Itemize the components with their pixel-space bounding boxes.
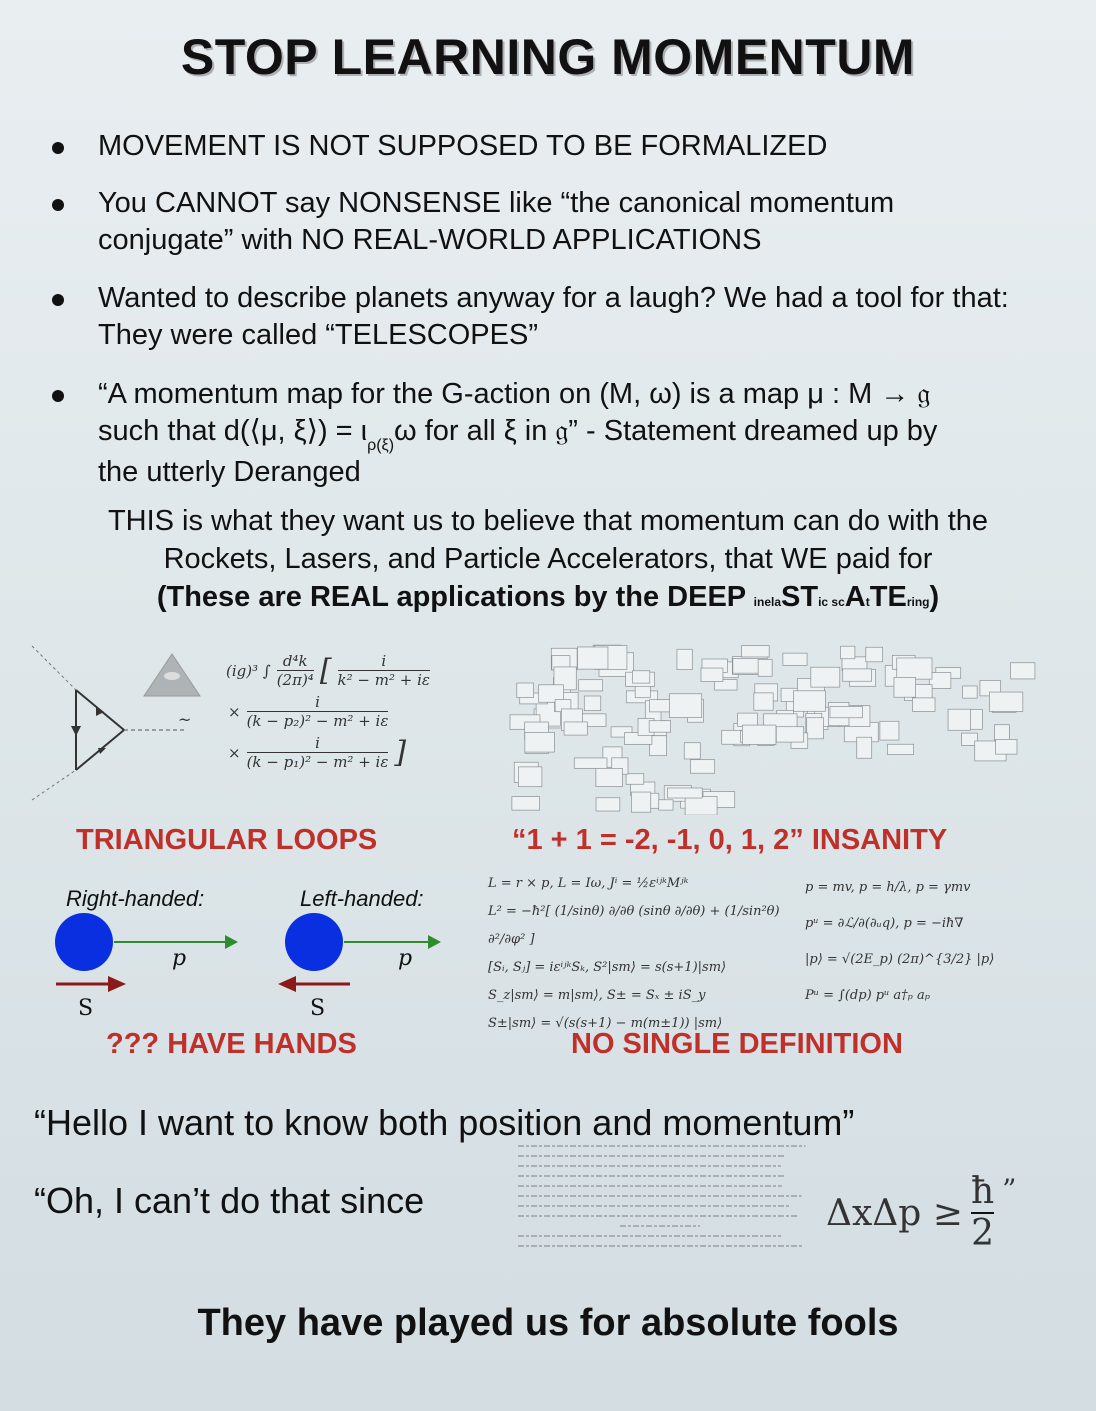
- diagram-tile: [754, 693, 773, 710]
- loop-row: [226, 652, 430, 689]
- fraction-den: (2π)⁴: [276, 671, 314, 689]
- diagram-tile: [677, 649, 692, 669]
- triangular-loops-label: TRIANGULAR LOOPS: [76, 824, 378, 856]
- diagram-tile: [989, 692, 1022, 711]
- bullet-item: [52, 128, 1062, 165]
- diagram-tile: [794, 691, 826, 712]
- formula-line: p = mv, p = h/λ, p = γmv: [805, 880, 971, 895]
- diagram-tile: [517, 683, 534, 698]
- left-handed-label: Left-handed:: [300, 886, 424, 911]
- statement-fragment: inela: [753, 595, 782, 609]
- diagram-tile: [843, 669, 872, 681]
- momentum-p-label: p: [172, 946, 187, 971]
- diagram-tile: [880, 721, 899, 740]
- bullet-dot: [52, 294, 64, 306]
- bullet-dot: [52, 199, 64, 211]
- diagram-tile: [807, 718, 824, 739]
- faded-text-lines: [510, 1140, 820, 1270]
- diagram-tile: [632, 671, 649, 683]
- loop-row: [228, 693, 430, 730]
- fraction-den: (k − p₂)² − m² + iε: [246, 712, 389, 730]
- diagram-tile: [525, 732, 555, 752]
- diagram-tile: [894, 677, 916, 697]
- particle-circle: [285, 913, 343, 971]
- diagram-tile: [667, 788, 702, 798]
- statement-fragment: t: [865, 595, 870, 609]
- no-definition-label: NO SINGLE DEFINITION: [571, 1028, 903, 1060]
- formula-line: Pᵘ = ∫(dp) pᵘ a†ₚ aₚ: [805, 988, 930, 1003]
- diagram-tile: [1011, 663, 1035, 679]
- fraction-num: i: [247, 734, 389, 753]
- diagram-tile: [776, 727, 803, 742]
- statement-fragment: ring: [906, 595, 930, 609]
- statement-fragment: ic sc: [818, 595, 845, 609]
- bullet-dot: [52, 390, 64, 402]
- times-symbol: ×: [228, 743, 241, 762]
- feynman-diagram-collage: [505, 640, 1045, 815]
- bullet-item: [52, 376, 1062, 491]
- quote-cant-do: “Oh, I can’t do that since: [34, 1180, 425, 1221]
- fraction: [971, 1172, 994, 1254]
- spin-s-label: S: [310, 996, 326, 1021]
- diagram-tile: [649, 700, 670, 712]
- formula-block-right: [805, 870, 1045, 1014]
- fraction-num: d⁴k: [277, 652, 314, 671]
- diagram-tile: [701, 668, 723, 682]
- statement-line: Rockets, Lasers, and Particle Accelerators, that WE paid for: [163, 543, 933, 575]
- fraction-den: (k − p₁)² − m² + iε: [246, 753, 389, 771]
- statement-line: THIS is what they want us to believe that momentum can do with the: [107, 505, 989, 537]
- uncertainty-lhs: ΔxΔp ≥: [826, 1192, 963, 1234]
- diagram-tile: [811, 667, 840, 687]
- diagram-tile: [963, 686, 978, 698]
- faded-text-block: [510, 1140, 820, 1270]
- uncertainty-relation: [826, 1172, 1016, 1254]
- formula-line: L = r × p, L = Iω, Jⁱ = ½εⁱʲᵏMʲᵏ: [488, 876, 689, 891]
- momentum-p-label: p: [398, 946, 413, 971]
- tilde-symbol: ~: [178, 710, 192, 729]
- diagram-tile: [564, 722, 587, 735]
- statement-bold-line: [0, 578, 1096, 621]
- diagram-tile: [738, 713, 758, 726]
- fraction-den: 2: [971, 1213, 994, 1254]
- bullet-item: [52, 185, 1062, 259]
- diagram-tile: [669, 694, 701, 718]
- quote-close: ”: [1002, 1172, 1017, 1206]
- loop-equation: [226, 652, 430, 771]
- statement-fragment: A: [844, 581, 866, 613]
- spin-s-label: S: [78, 996, 94, 1021]
- fraction-den: k² − m² + iε: [337, 671, 430, 689]
- quote-position-momentum: “Hello I want to know both position and momentum”: [34, 1102, 855, 1143]
- insanity-label: “1 + 1 = -2, -1, 0, 1, 2” INSANITY: [512, 824, 948, 856]
- diagram-tile: [929, 673, 951, 689]
- bracket-open: [: [319, 652, 332, 688]
- diagram-tile: [783, 653, 807, 665]
- bullet-line: [98, 413, 1062, 454]
- diagram-tile: [578, 647, 608, 669]
- diagram-tile: [857, 737, 872, 758]
- page-title: STOP LEARNING MOMENTUM: [180, 29, 916, 85]
- subscript: ρ(ξ): [367, 437, 395, 454]
- formula-line: S±|sm⟩ = √(s(s+1) − m(m±1)) |sm⟩: [488, 1016, 723, 1031]
- fraction-num: ħ: [970, 1171, 995, 1212]
- bullet-fragment: such that d(⟨μ, ξ⟩) = ι: [98, 415, 368, 447]
- bullet-text: [98, 376, 1062, 491]
- bullet-line: “A momentum map for the G-action on (M, ω) is a map μ : M → 𝔤: [98, 378, 931, 410]
- statement-fragment: (These are REAL applications by the DEEP: [156, 581, 754, 613]
- diagram-tile: [840, 646, 854, 659]
- statement-fragment: TE: [869, 581, 907, 613]
- diagram-tile: [742, 725, 776, 744]
- bullet-fragment: ω for all ξ in 𝔤” - Statement dreamed up by: [394, 415, 938, 447]
- helicity-diagram: [50, 912, 450, 1022]
- bracket-close: ]: [394, 734, 407, 770]
- statement-fragment: ST: [781, 581, 819, 613]
- diagram-tile: [690, 760, 714, 774]
- eye-pyramid-icon: [142, 652, 202, 700]
- final-statement: They have played us for absolute fools: [197, 1302, 899, 1344]
- diagram-tile: [512, 797, 540, 810]
- statement-fragment: ): [929, 581, 940, 613]
- right-handed-label: Right-handed:: [66, 886, 205, 911]
- times-symbol: ×: [228, 702, 241, 721]
- diagram-tile: [518, 767, 541, 787]
- fraction: [338, 652, 430, 689]
- diagram-tile: [649, 721, 670, 732]
- formula-line: S_z|sm⟩ = m|sm⟩, S± = Sₓ ± iS_y: [488, 988, 706, 1003]
- diagram-tile: [684, 743, 700, 759]
- bullet-item: [52, 280, 1062, 354]
- diagram-tile: [659, 800, 673, 810]
- loop-row: [228, 734, 430, 771]
- diagram-tile: [584, 696, 600, 711]
- diagram-tile: [830, 706, 863, 717]
- bullet-line: the utterly Deranged: [98, 456, 361, 488]
- formula-line: [Sᵢ, Sⱼ] = iεⁱʲᵏSₖ, S²|sm⟩ = s(s+1)|sm⟩: [488, 960, 727, 975]
- particle-circle: [55, 913, 113, 971]
- diagram-tile: [897, 658, 932, 679]
- diagram-tile: [996, 739, 1017, 754]
- loop-coef: (ig)³ ∫: [226, 661, 271, 680]
- diagram-tile: [596, 798, 620, 811]
- diagram-tile: [579, 680, 603, 691]
- diagram-tile: [948, 709, 970, 730]
- fraction-num: i: [338, 652, 430, 671]
- fraction: [247, 693, 389, 730]
- formula-line: L² = −ħ²[ (1/sinθ) ∂/∂θ (sinθ ∂/∂θ) + (1/sin²θ) ∂²/∂φ² ]: [488, 904, 780, 947]
- fraction: [277, 652, 314, 689]
- fraction-num: i: [247, 693, 389, 712]
- diagram-tile: [685, 796, 717, 815]
- diagram-tile: [887, 744, 913, 754]
- diagram-tile: [758, 659, 772, 676]
- diagram-tile: [574, 758, 607, 768]
- fraction: [247, 734, 389, 771]
- diagram-tile: [626, 774, 644, 785]
- formula-block-left: [488, 870, 788, 1038]
- diagram-tile: [631, 792, 650, 812]
- diagram-tile: [866, 647, 883, 662]
- diagram-tile: [912, 698, 935, 711]
- diagram-tile: [596, 768, 623, 786]
- bullet-text: MOVEMENT IS NOT SUPPOSED TO BE FORMALIZED: [98, 130, 828, 162]
- formula-line: pᵘ = ∂ℒ/∂(∂ᵤq), p = −iħ∇: [805, 916, 964, 931]
- bullet-text: Wanted to describe planets anyway for a laugh? We had a tool for that: They were called “TELESCOPES”: [98, 282, 1009, 351]
- have-hands-label: ??? HAVE HANDS: [106, 1028, 357, 1060]
- formula-line: |p⟩ = √(2E_p) (2π)^{3/2} |p⟩: [805, 952, 995, 967]
- diagram-tile: [995, 725, 1010, 740]
- bullet-text: You CANNOT say NONSENSE like “the canonical momentum conjugate” with NO REAL-WORLD APPLICATIONS: [98, 187, 895, 256]
- bullet-dot: [52, 142, 64, 154]
- diagram-tile: [742, 646, 770, 657]
